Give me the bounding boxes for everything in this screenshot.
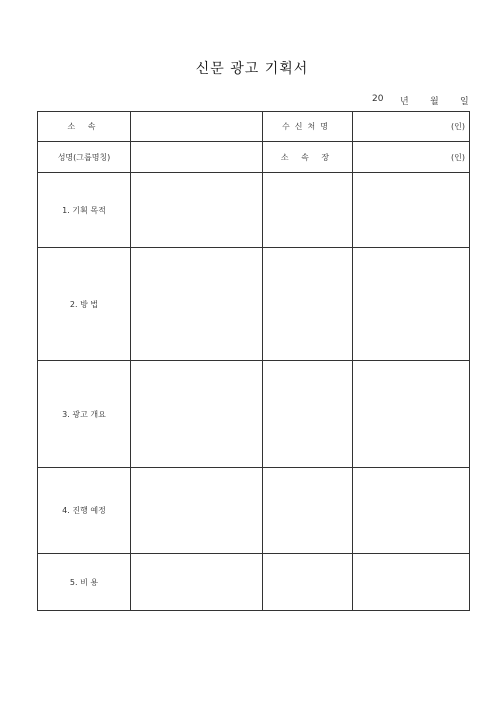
- section-overview-field-2[interactable]: [263, 361, 353, 468]
- section-label-method: 2. 방 법: [38, 248, 131, 361]
- department-head-label: 소 속 장: [263, 142, 353, 173]
- section-cost-field-2[interactable]: [263, 554, 353, 611]
- section-row-overview: [38, 361, 470, 468]
- date-line: [368, 94, 468, 108]
- header-row-affiliation: [38, 112, 470, 142]
- section-label-cost: 5. 비 용: [38, 554, 131, 611]
- section-row-schedule: [38, 468, 470, 554]
- section-label-schedule: 4. 진행 예정: [38, 468, 131, 554]
- section-row-purpose: [38, 173, 470, 248]
- section-cost-field-3[interactable]: [353, 554, 470, 611]
- section-purpose-field-1[interactable]: [131, 173, 263, 248]
- page-title: 신문 광고 기획서: [195, 61, 309, 77]
- section-method-field-2[interactable]: [263, 248, 353, 361]
- date-day-unit: 일: [460, 97, 469, 107]
- section-schedule-field-3[interactable]: [353, 468, 470, 554]
- section-label-overview: 3. 광고 개요: [38, 361, 131, 468]
- department-head-seal-field[interactable]: (인): [353, 142, 470, 173]
- name-group-field[interactable]: [131, 142, 263, 173]
- section-method-field-3[interactable]: [353, 248, 470, 361]
- planning-form-table: [37, 111, 470, 611]
- section-schedule-field-1[interactable]: [131, 468, 263, 554]
- section-row-cost: [38, 554, 470, 611]
- section-overview-field-3[interactable]: [353, 361, 470, 468]
- section-label-purpose: 1. 기획 목적: [38, 173, 131, 248]
- section-row-method: [38, 248, 470, 361]
- header-row-name: [38, 142, 470, 173]
- affiliation-field[interactable]: [131, 112, 263, 142]
- date-year-unit: 년: [400, 97, 409, 107]
- recipient-seal-field[interactable]: (인): [353, 112, 470, 142]
- section-purpose-field-3[interactable]: [353, 173, 470, 248]
- date-year-prefix: 20: [372, 94, 384, 104]
- name-group-label: 성명(그룹명칭): [38, 142, 131, 173]
- section-cost-field-1[interactable]: [131, 554, 263, 611]
- section-method-field-1[interactable]: [131, 248, 263, 361]
- affiliation-label: 소 속: [38, 112, 131, 142]
- section-schedule-field-2[interactable]: [263, 468, 353, 554]
- recipient-name-label: 수신처명: [263, 112, 353, 142]
- section-overview-field-1[interactable]: [131, 361, 263, 468]
- section-purpose-field-2[interactable]: [263, 173, 353, 248]
- date-month-unit: 월: [430, 97, 439, 107]
